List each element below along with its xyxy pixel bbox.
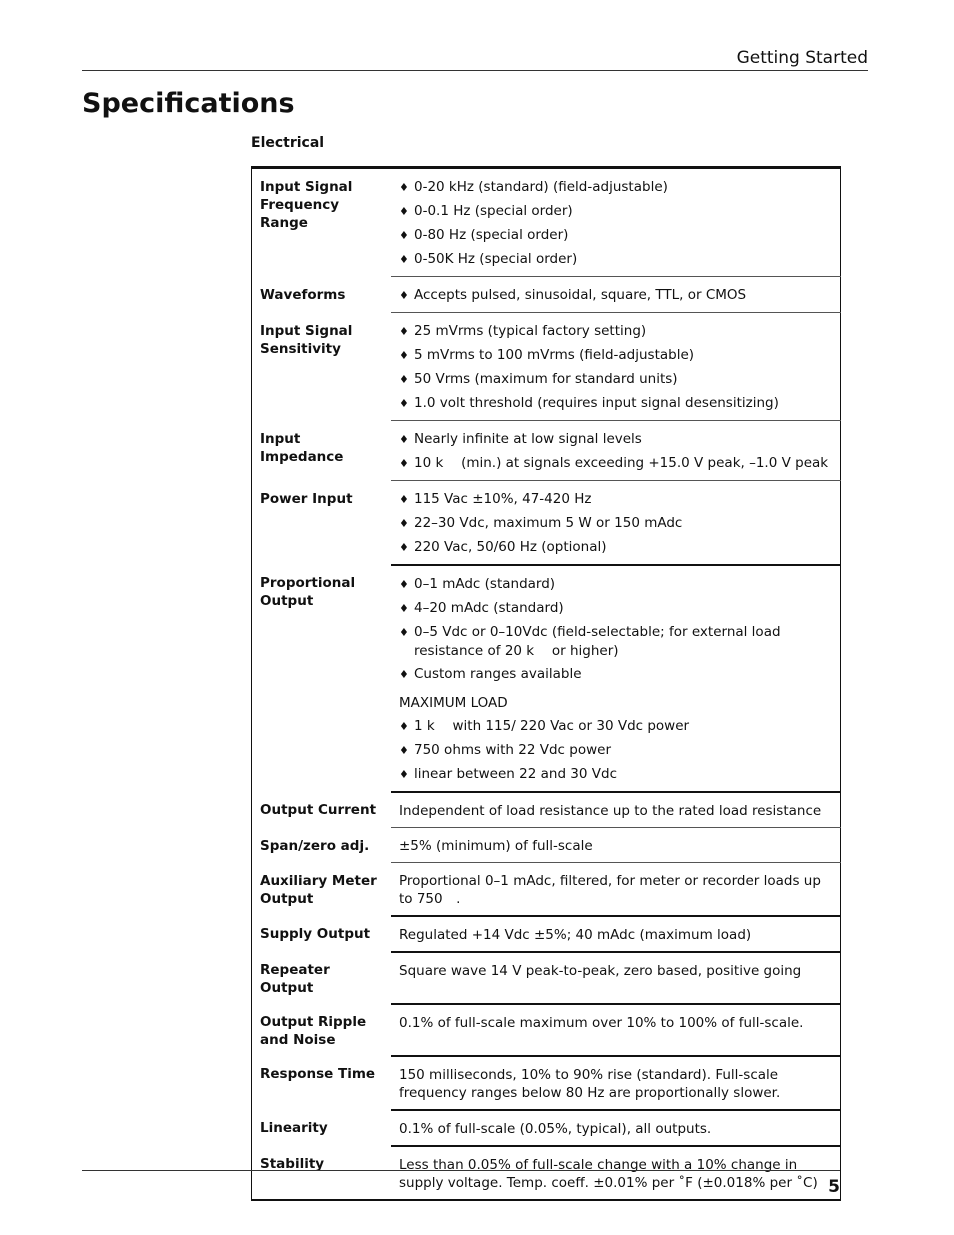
spec-row bbox=[252, 421, 841, 481]
spec-row bbox=[252, 313, 841, 421]
section-label: Electrical bbox=[251, 135, 325, 151]
spec-parameter: Span/zero adj. bbox=[260, 837, 370, 854]
spec-text: 0.1% of full-scale maximum over 10% to 100% of full-scale. bbox=[399, 1015, 804, 1031]
spec-row bbox=[252, 952, 841, 1004]
diamond-bullet-icon: ♦ bbox=[399, 457, 409, 470]
spec-bullet bbox=[399, 250, 832, 269]
spec-bullet-text: Nearly infinite at low signal levels bbox=[414, 431, 642, 447]
diamond-bullet-icon: ♦ bbox=[399, 493, 409, 506]
spec-value-cell bbox=[391, 828, 841, 863]
spec-bullet bbox=[399, 514, 832, 533]
spec-value-cell bbox=[391, 792, 841, 828]
spec-bullet-text: 0–5 Vdc or 0–10Vdc (field-selectable; for external load resistance of 20 k or higher) bbox=[414, 624, 781, 659]
spec-bullet-text: Custom ranges available bbox=[414, 666, 582, 682]
spec-row bbox=[252, 792, 841, 828]
spec-bullet bbox=[399, 370, 832, 389]
diamond-bullet-icon: ♦ bbox=[399, 744, 409, 757]
spec-parameter: Power Input bbox=[260, 490, 353, 507]
spec-bullet-text: 4–20 mAdc (standard) bbox=[414, 600, 564, 616]
spec-bullet bbox=[399, 202, 832, 221]
spec-bullet-text: 0-80 Hz (special order) bbox=[414, 227, 569, 243]
spec-parameter: Output Current bbox=[260, 802, 377, 818]
page-number: 5 bbox=[828, 1177, 840, 1197]
spec-value-cell bbox=[391, 277, 841, 313]
diamond-bullet-icon: ♦ bbox=[399, 517, 409, 530]
diamond-bullet-icon: ♦ bbox=[399, 229, 409, 242]
spec-bullet bbox=[399, 599, 832, 618]
diamond-bullet-icon: ♦ bbox=[399, 768, 409, 781]
spec-parameter: Proportional Output bbox=[260, 575, 356, 609]
spec-parameter: Linearity bbox=[260, 1120, 328, 1136]
spec-bullet-text: 750 ohms with 22 Vdc power bbox=[414, 742, 611, 758]
spec-row bbox=[252, 1056, 841, 1110]
spec-bullet-text: 1 k with 115/ 220 Vac or 30 Vdc power bbox=[414, 718, 690, 734]
diamond-bullet-icon: ♦ bbox=[399, 578, 409, 591]
spec-parameter: Waveforms bbox=[260, 286, 346, 303]
spec-bullet bbox=[399, 575, 832, 594]
spec-table-body bbox=[252, 168, 841, 1201]
spec-text: Less than 0.05% of full-scale change with a 10% change in supply voltage. Temp. coeff. ±0.01% per ˚F (±0.018% per ˚C) bbox=[399, 1157, 818, 1191]
diamond-bullet-icon: ♦ bbox=[399, 433, 409, 446]
spec-text: ±5% (minimum) of full-scale bbox=[399, 838, 593, 854]
spec-bullet-text: 220 Vac, 50/60 Hz (optional) bbox=[414, 539, 607, 555]
spec-bullet bbox=[399, 430, 832, 449]
spec-text: 0.1% of full-scale (0.05%, typical), all outputs. bbox=[399, 1121, 712, 1137]
spec-bullet-text: 0-50K Hz (special order) bbox=[414, 251, 578, 267]
spec-bullet bbox=[399, 765, 832, 784]
spec-parameter: Stability bbox=[260, 1156, 325, 1172]
spec-row bbox=[252, 1004, 841, 1056]
spec-bullet-text: 10 k (min.) at signals exceeding +15.0 V peak, –1.0 V peak bbox=[414, 455, 829, 471]
spec-bullet-text: 115 Vac ±10%, 47-420 Hz bbox=[414, 491, 592, 507]
spec-table bbox=[251, 166, 841, 1201]
diamond-bullet-icon: ♦ bbox=[399, 253, 409, 266]
spec-row bbox=[252, 1110, 841, 1146]
page-title: Specifications bbox=[82, 88, 295, 119]
spec-row bbox=[252, 1146, 841, 1200]
spec-value-cell bbox=[391, 481, 841, 566]
diamond-bullet-icon: ♦ bbox=[399, 720, 409, 733]
spec-bullet bbox=[399, 322, 832, 341]
spec-bullet bbox=[399, 665, 832, 684]
spec-row bbox=[252, 277, 841, 313]
spec-value-cell bbox=[391, 168, 841, 277]
spec-value-cell bbox=[391, 313, 841, 421]
spec-value-cell bbox=[391, 863, 841, 917]
spec-parameter: Response Time bbox=[260, 1066, 376, 1082]
running-header: Getting Started bbox=[82, 46, 868, 71]
spec-bullet-text: Accepts pulsed, sinusoidal, square, TTL, or CMOS bbox=[414, 287, 747, 303]
spec-subheading: MAXIMUM LOAD bbox=[399, 695, 508, 711]
spec-value-cell bbox=[391, 952, 841, 1004]
diamond-bullet-icon: ♦ bbox=[399, 541, 409, 554]
diamond-bullet-icon: ♦ bbox=[399, 668, 409, 681]
footer-divider bbox=[82, 1170, 840, 1171]
spec-parameter: Supply Output bbox=[260, 926, 371, 942]
spec-bullet-text: 0-20 kHz (standard) (field-adjustable) bbox=[414, 179, 668, 195]
spec-bullet bbox=[399, 717, 832, 736]
diamond-bullet-icon: ♦ bbox=[399, 626, 409, 639]
spec-bullet-text: linear between 22 and 30 Vdc bbox=[414, 766, 618, 782]
spec-text: Square wave 14 V peak-to-peak, zero based, positive going bbox=[399, 963, 802, 979]
spec-bullet bbox=[399, 346, 832, 365]
spec-value-cell bbox=[391, 565, 841, 792]
spec-text: 150 milliseconds, 10% to 90% rise (standard). Full-scale frequency ranges below 80 Hz are proportionally slower. bbox=[399, 1067, 781, 1101]
spec-row bbox=[252, 481, 841, 566]
spec-bullet-text: 25 mVrms (typical factory setting) bbox=[414, 323, 647, 339]
diamond-bullet-icon: ♦ bbox=[399, 205, 409, 218]
spec-parameter: Input Signal Frequency Range bbox=[260, 179, 353, 231]
spec-bullet bbox=[399, 623, 832, 660]
spec-bullet bbox=[399, 178, 832, 197]
spec-row bbox=[252, 828, 841, 863]
spec-text: Regulated +14 Vdc ±5%; 40 mAdc (maximum load) bbox=[399, 927, 752, 943]
spec-value-cell bbox=[391, 1146, 841, 1200]
spec-value-cell bbox=[391, 1056, 841, 1110]
spec-bullet bbox=[399, 538, 832, 557]
diamond-bullet-icon: ♦ bbox=[399, 349, 409, 362]
spec-parameter: Input Signal Sensitivity bbox=[260, 322, 353, 357]
diamond-bullet-icon: ♦ bbox=[399, 181, 409, 194]
spec-row bbox=[252, 863, 841, 917]
spec-bullet bbox=[399, 490, 832, 509]
spec-value-cell bbox=[391, 421, 841, 481]
spec-bullet-text: 0-0.1 Hz (special order) bbox=[414, 203, 573, 219]
diamond-bullet-icon: ♦ bbox=[399, 325, 409, 338]
diamond-bullet-icon: ♦ bbox=[399, 289, 409, 302]
spec-bullet-text: 0–1 mAdc (standard) bbox=[414, 576, 556, 592]
spec-bullet bbox=[399, 454, 832, 473]
spec-bullet bbox=[399, 226, 832, 245]
spec-bullet bbox=[399, 394, 832, 413]
spec-row bbox=[252, 565, 841, 792]
diamond-bullet-icon: ♦ bbox=[399, 602, 409, 615]
diamond-bullet-icon: ♦ bbox=[399, 373, 409, 386]
spec-row bbox=[252, 916, 841, 952]
spec-bullet bbox=[399, 286, 832, 305]
spec-parameter: Auxiliary Meter Output bbox=[260, 872, 377, 907]
spec-bullet-text: 5 mVrms to 100 mVrms (field-adjustable) bbox=[414, 347, 695, 363]
diamond-bullet-icon: ♦ bbox=[399, 397, 409, 410]
spec-bullet-text: 1.0 volt threshold (requires input signal desensitizing) bbox=[414, 395, 779, 411]
spec-bullet-text: 50 Vrms (maximum for standard units) bbox=[414, 371, 678, 387]
spec-value-cell bbox=[391, 1110, 841, 1146]
spec-bullet bbox=[399, 741, 832, 760]
spec-row bbox=[252, 168, 841, 277]
spec-text: Proportional 0–1 mAdc, filtered, for meter or recorder loads up to 750 . bbox=[399, 873, 821, 907]
spec-bullet-text: 22–30 Vdc, maximum 5 W or 150 mAdc bbox=[414, 515, 683, 531]
spec-parameter: Output Ripple and Noise bbox=[260, 1014, 367, 1048]
spec-text: Independent of load resistance up to the rated load resistance bbox=[399, 803, 822, 819]
spec-value-cell bbox=[391, 916, 841, 952]
spec-parameter: Repeater Output bbox=[260, 962, 330, 996]
spec-value-cell bbox=[391, 1004, 841, 1056]
spec-parameter: Input Impedance bbox=[260, 430, 344, 465]
